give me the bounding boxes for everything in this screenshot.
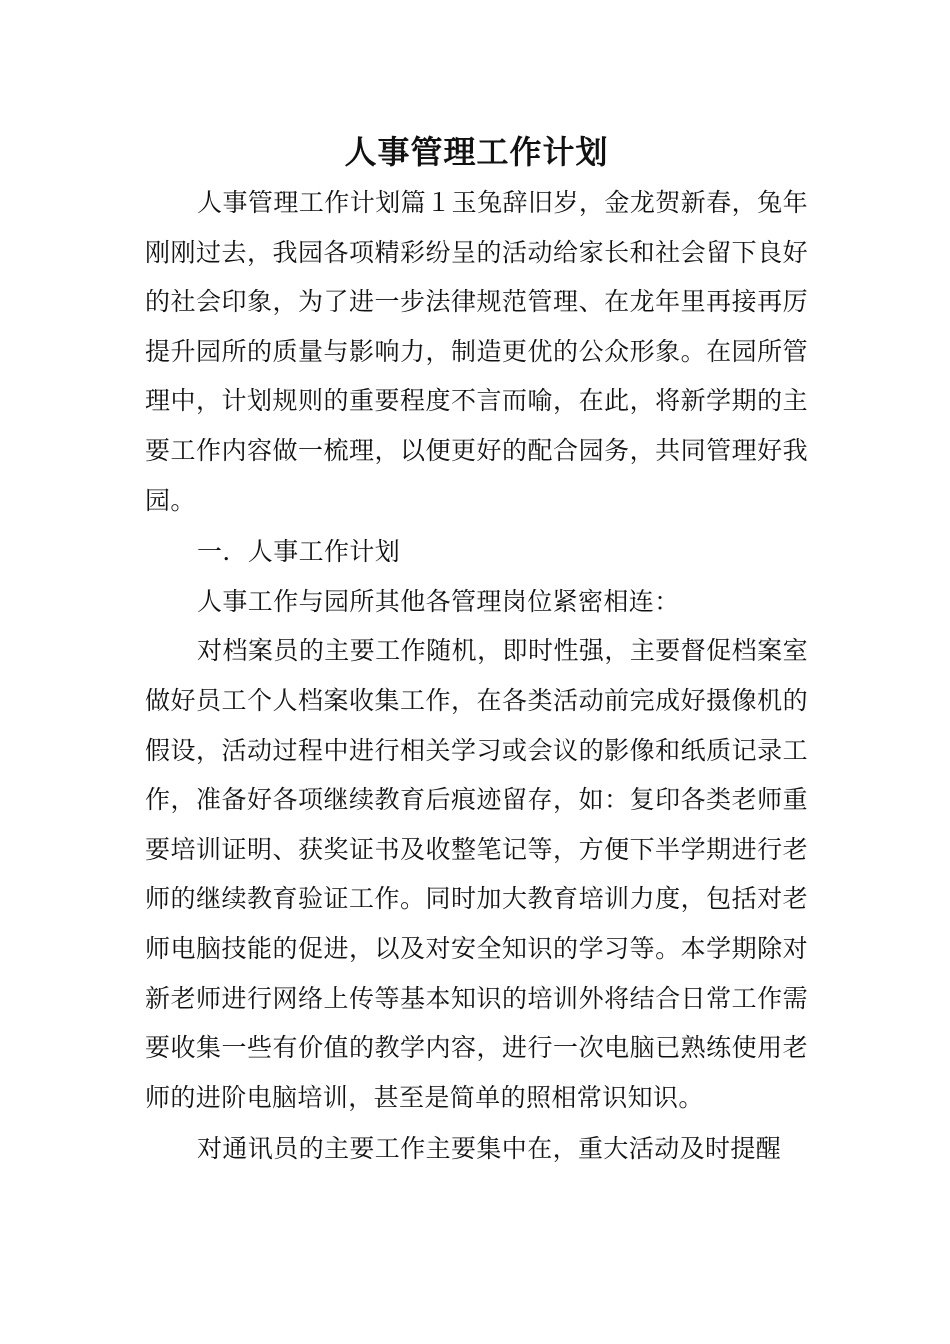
paragraph-archivist-duties: 对档案员的主要工作随机，即时性强，主要督促档案室做好员工个人档案收集工作，在各类活动前完成好摄像机的假设，活动过程中进行相关学习或会议的影像和纸质记录工作，准备好各项继续教育后痕迹留存，如：复印各类老师重要培训证明、获奖证书及收整笔记等，方便下半学期进行老师的继续教育验证工作。同时加大教育培训力度，包括对老师电脑技能的促进，以及对安全知识的学习等。本学期除对新老师进行网络上传等基本知识的培训外将结合日常工作需要收集一些有价值的教学内容，进行一次电脑已熟练使用老师的进阶电脑培训，甚至是简单的照相常识知识。 [145,636,808,1112]
document-page [145,126,808,1174]
section-heading-personnel-plan: 一．人事工作计划 [197,537,401,567]
paragraph-correspondent-duties: 对通讯员的主要工作主要集中在，重大活动及时提醒 [197,1134,782,1164]
document-title: 人事管理工作计划 [344,133,609,171]
paragraph-intro: 人事管理工作计划篇１玉兔辞旧岁，金龙贺新春，兔年刚刚过去，我园各项精彩纷呈的活动给家长和社会留下良好的社会印象，为了进一步法律规范管理、在龙年里再接再厉提升园所的质量与影响力，制造更优的公众形象。在园所管理中，计划规则的重要程度不言而喻，在此，将新学期的主要工作内容做一梳理，以便更好的配合园务，共同管理好我园。 [145,188,808,515]
paragraph-personnel-relations: 人事工作与园所其他各管理岗位紧密相连： [197,586,680,616]
